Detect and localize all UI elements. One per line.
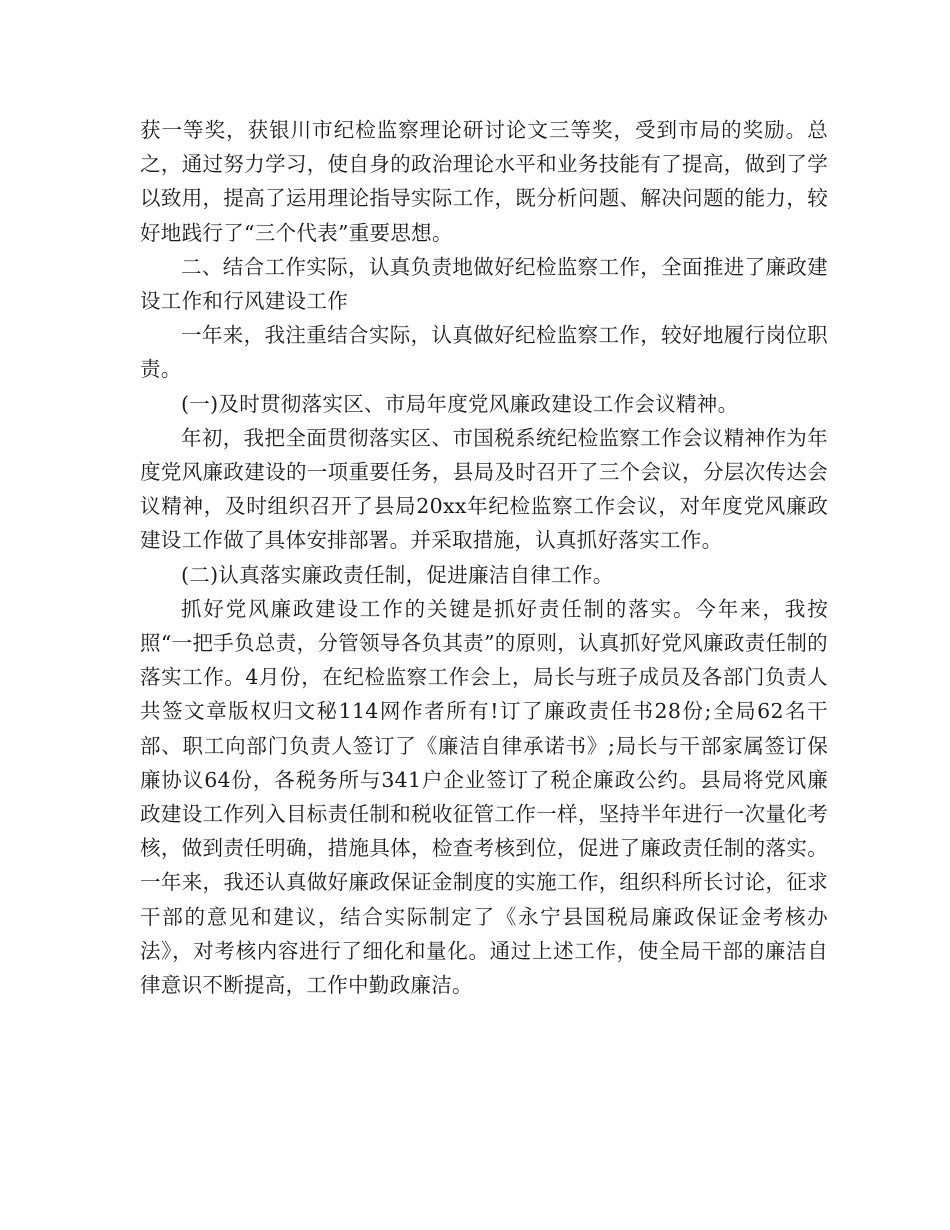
document-body — [140, 113, 828, 1002]
paragraph-subsection-one: 年初，我把全面贯彻落实区、市国税系统纪检监察工作会议精神作为年度党风廉政建设的一项重要任务，县局及时召开了三个会议，分层次传达会议精神，及时组织召开了县局20xx年纪检监察工作会议，对年度党风廉政建设工作做了具体安排部署。并采取措施，认真抓好落实工作。 — [140, 425, 828, 553]
paragraph-continuation: 获一等奖，获银川市纪检监察理论研讨论文三等奖，受到市局的奖励。总之，通过努力学习，使自身的政治理论水平和业务技能有了提高，做到了学以致用，提高了运用理论指导实际工作，既分析问题、解决问题的能力，较好地践行了“三个代表”重要思想。 — [140, 118, 828, 245]
section-heading-two: 二、结合工作实际，认真负责地做好纪检监察工作，全面推进了廉政建设工作和行风建设工作 — [140, 254, 828, 314]
paragraph-intro: 一年来，我注重结合实际，认真做好纪检监察工作，较好地履行岗位职责。 — [140, 323, 828, 382]
subsection-heading-two: (二)认真落实廉政责任制，促进廉洁自律工作。 — [181, 562, 614, 587]
paragraph-subsection-two: 抓好党风廉政建设工作的关键是抓好责任制的落实。今年来，我按照“一把手负总责，分管领导各负其责”的原则，认真抓好党风廉政责任制的落实工作。4月份，在纪检监察工作会上，局长与班子成员及各部门负责人共签文章版权归文秘114网作者所有!订了廉政责任书28份;全局62名干部、职工向部门负责人签订了《廉洁自律承诺书》;局长与干部家属签订保廉协议64份，各税务所与341户企业签订了税企廉政公约。县局将党风廉政建设工作列入目标责任制和税收征管工作一样，坚持半年进行一次量化考核，做到责任明确，措施具体，检查考核到位，促进了廉政责任制的落实。一年来，我还认真做好廉政保证金制度的实施工作，组织科所长讨论，征求干部的意见和建议，结合实际制定了《永宁县国税局廉政保证金考核办法》，对考核内容进行了细化和量化。通过上述工作，使全局干部的廉洁自律意识不断提高，工作中勤政廉洁。 — [140, 596, 828, 998]
subsection-heading-one: (一)及时贯彻落实区、市局年度党风廉政建设工作会议精神。 — [181, 391, 739, 416]
